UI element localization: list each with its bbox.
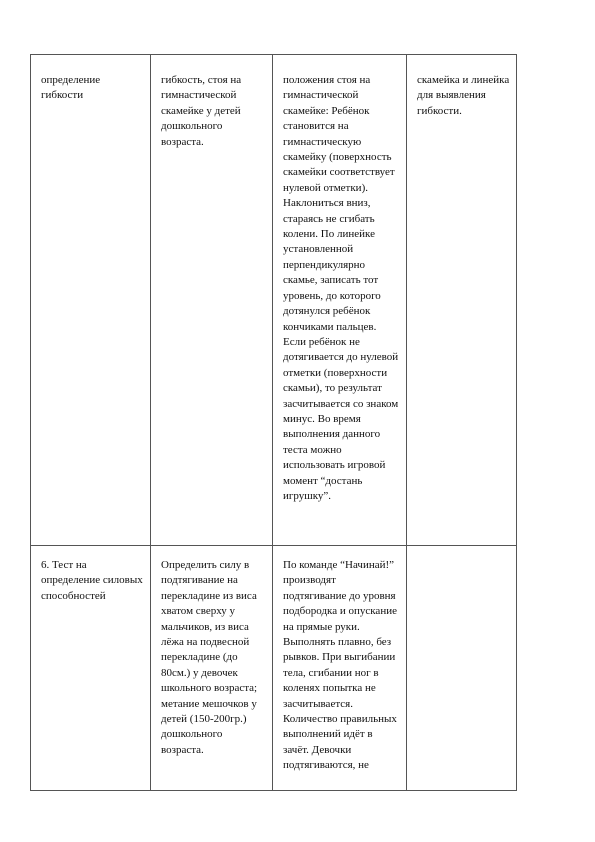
cell-text: Определить силу в подтягивание на перекладине из виса хватом сверху у мальчиков, из виса лёжа на подвесной перекладине (до 80см.) у девочек школьного возраста; метание мешочков у детей (150-200гр.) дошкольного возраста. [161, 559, 258, 756]
cell-text: гибкость, стоя на гимнастической скамейке у детей дошкольного возраста. [161, 74, 242, 148]
cell-text: скамейка и линейка для выявления гибкости. [417, 74, 510, 117]
cell-text: определение гибкости [41, 74, 101, 102]
table-row [31, 55, 517, 546]
cell-text: По команде “Начинай!” производят подтягивание до уровня подбородка и опускание на прямые руки. Выполнять плавно, без рывков. При выгибании тела, сгибании ног в коленях попытка не засчитывается. Количество правильных выполнений идёт в зачёт. Девочки подтягиваются, не [283, 559, 397, 772]
table-cell-equipment [407, 55, 517, 546]
table-cell-purpose [151, 546, 273, 791]
table-cell-purpose [151, 55, 273, 546]
table-cell-test-name [31, 55, 151, 546]
table-row [31, 546, 517, 791]
cell-text: 6. Тест на определение силовых способностей [41, 559, 143, 602]
table-cell-test-name [31, 546, 151, 791]
table-cell-procedure [273, 546, 407, 791]
methods-table [30, 54, 517, 791]
table-cell-equipment [407, 546, 517, 791]
table-cell-procedure [273, 55, 407, 546]
cell-text: положения стоя на гимнастической скамейке: Ребёнок становится на гимнастическую скамейку (поверхность скамейки соответствует нулевой отметки). Наклониться вниз, стараясь не сгибать колени. По линейке установленной перпендикулярно скамье, записать тот уровень, до которого дотянулся ребёнок кончиками пальцев. Если ребёнок не дотягивается до нулевой отметки (поверхности скамьи), то результат засчитывается со знаком минус. Во время выполнения данного теста можно использовать игровой момент “достань игрушку”. [283, 74, 399, 502]
